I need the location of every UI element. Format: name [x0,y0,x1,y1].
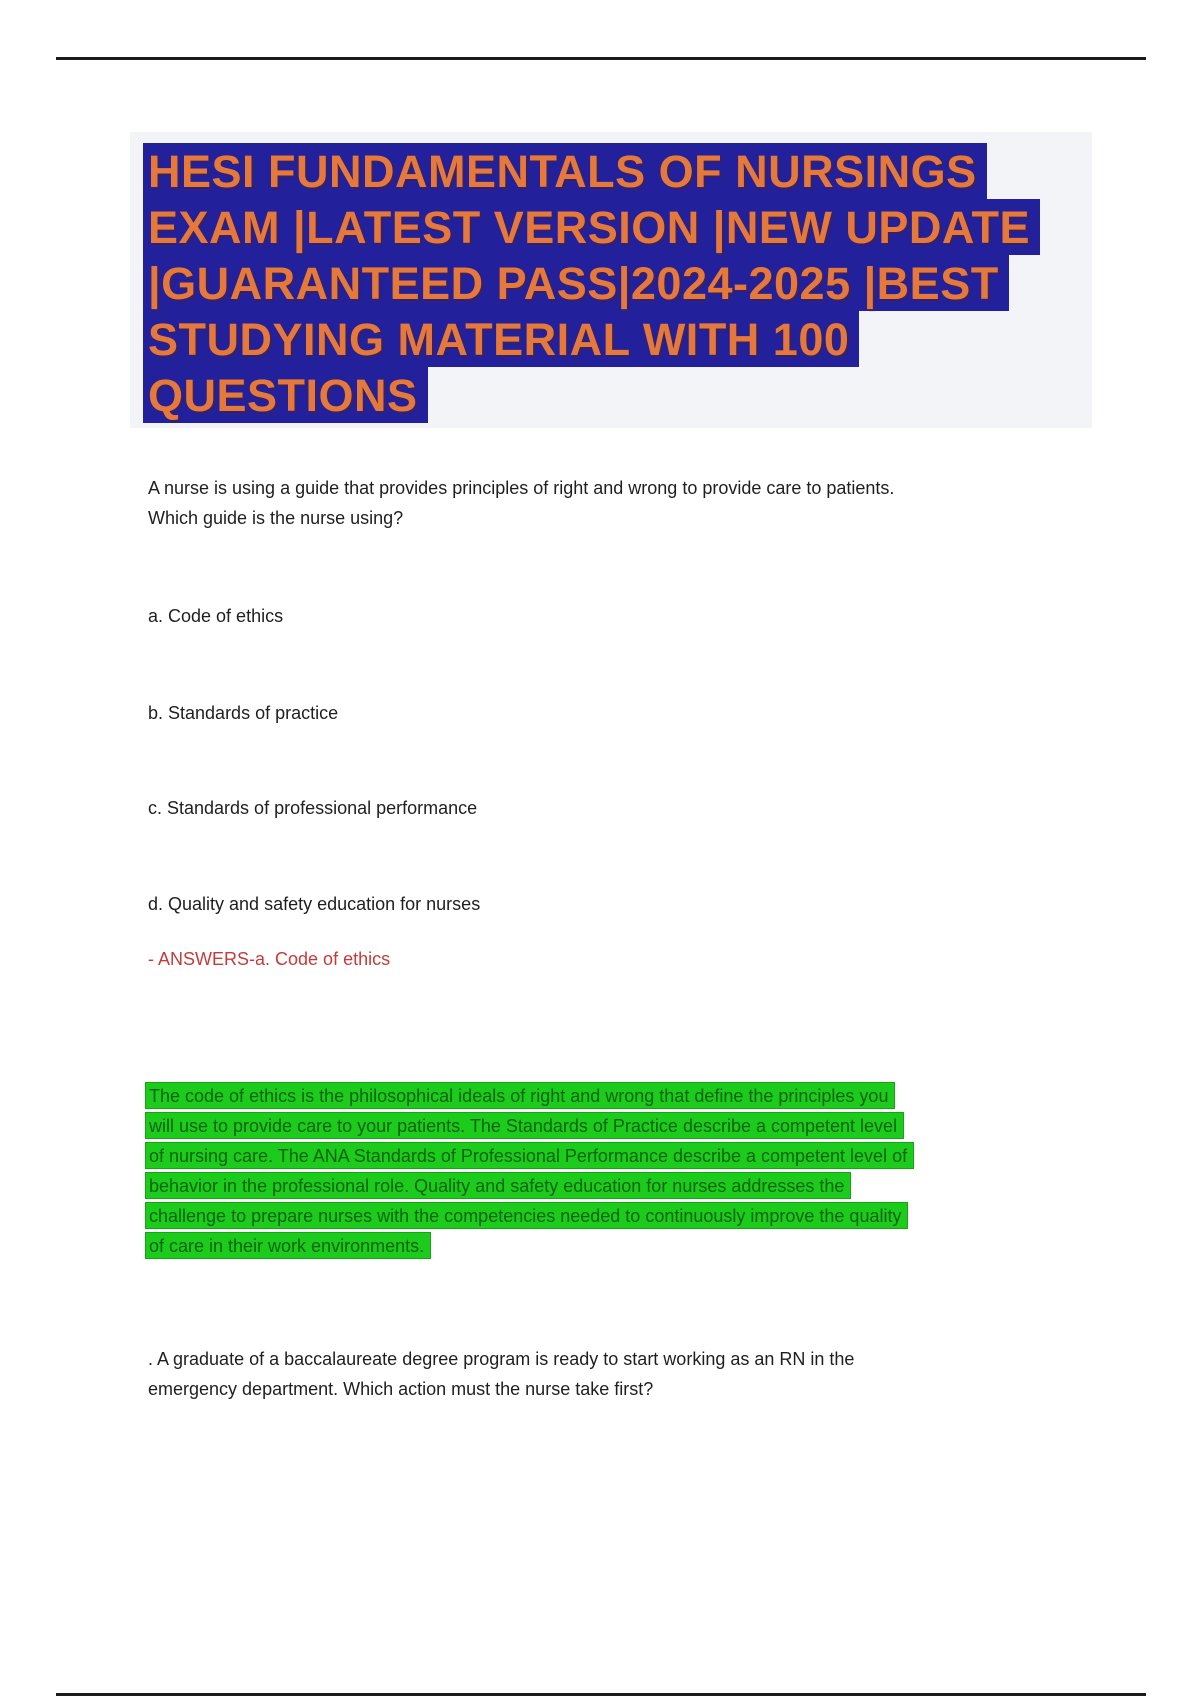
option-b: b. Standards of practice [148,703,339,723]
explanation-line-highlight: The code of ethics is the philosophical ideals of right and wrong that define the principles you [145,1082,895,1109]
question-1-line-1: A nurse is using a guide that provides principles of right and wrong to provide care to patients. [148,478,895,498]
title-line-highlight: HESI FUNDAMENTALS OF NURSINGS [143,143,987,199]
explanation-line [145,1082,914,1112]
explanation-paragraph [145,1082,914,1262]
answer-text: - ANSWERS-a. Code of ethics [148,949,391,969]
document-title [143,143,1040,423]
explanation-line [145,1232,914,1262]
title-line [143,367,1040,423]
option-c: c. Standards of professional performance [148,798,478,818]
explanation-line-highlight: of care in their work environments. [145,1232,431,1259]
page-divider-bottom [56,1693,1146,1696]
question-2-line-1: . A graduate of a baccalaureate degree program is ready to start working as an RN in the [148,1349,855,1369]
title-line-highlight: QUESTIONS [143,367,428,423]
explanation-line-highlight: will use to provide care to your patients. The Standards of Practice describe a competent level [145,1112,904,1139]
title-line [143,143,1040,199]
option-a: a. Code of ethics [148,606,284,626]
explanation-line-highlight: of nursing care. The ANA Standards of Professional Performance describe a competent level of [145,1142,914,1169]
page-divider-top [56,57,1146,60]
title-line [143,311,1040,367]
explanation-line [145,1112,914,1142]
title-line [143,255,1040,311]
question-1-line-2: Which guide is the nurse using? [148,508,404,528]
title-line-highlight: |GUARANTEED PASS|2024-2025 |BEST [143,255,1009,311]
explanation-line-highlight: challenge to prepare nurses with the competencies needed to continuously improve the quality [145,1202,908,1229]
explanation-line [145,1142,914,1172]
title-line [143,199,1040,255]
title-line-highlight: STUDYING MATERIAL WITH 100 [143,311,859,367]
explanation-line-highlight: behavior in the professional role. Quality and safety education for nurses addresses the [145,1172,851,1199]
option-d: d. Quality and safety education for nurses [148,894,481,914]
title-line-highlight: EXAM |LATEST VERSION |NEW UPDATE [143,199,1040,255]
explanation-line [145,1172,914,1202]
explanation-line [145,1202,914,1232]
question-2-line-2: emergency department. Which action must the nurse take first? [148,1379,654,1399]
